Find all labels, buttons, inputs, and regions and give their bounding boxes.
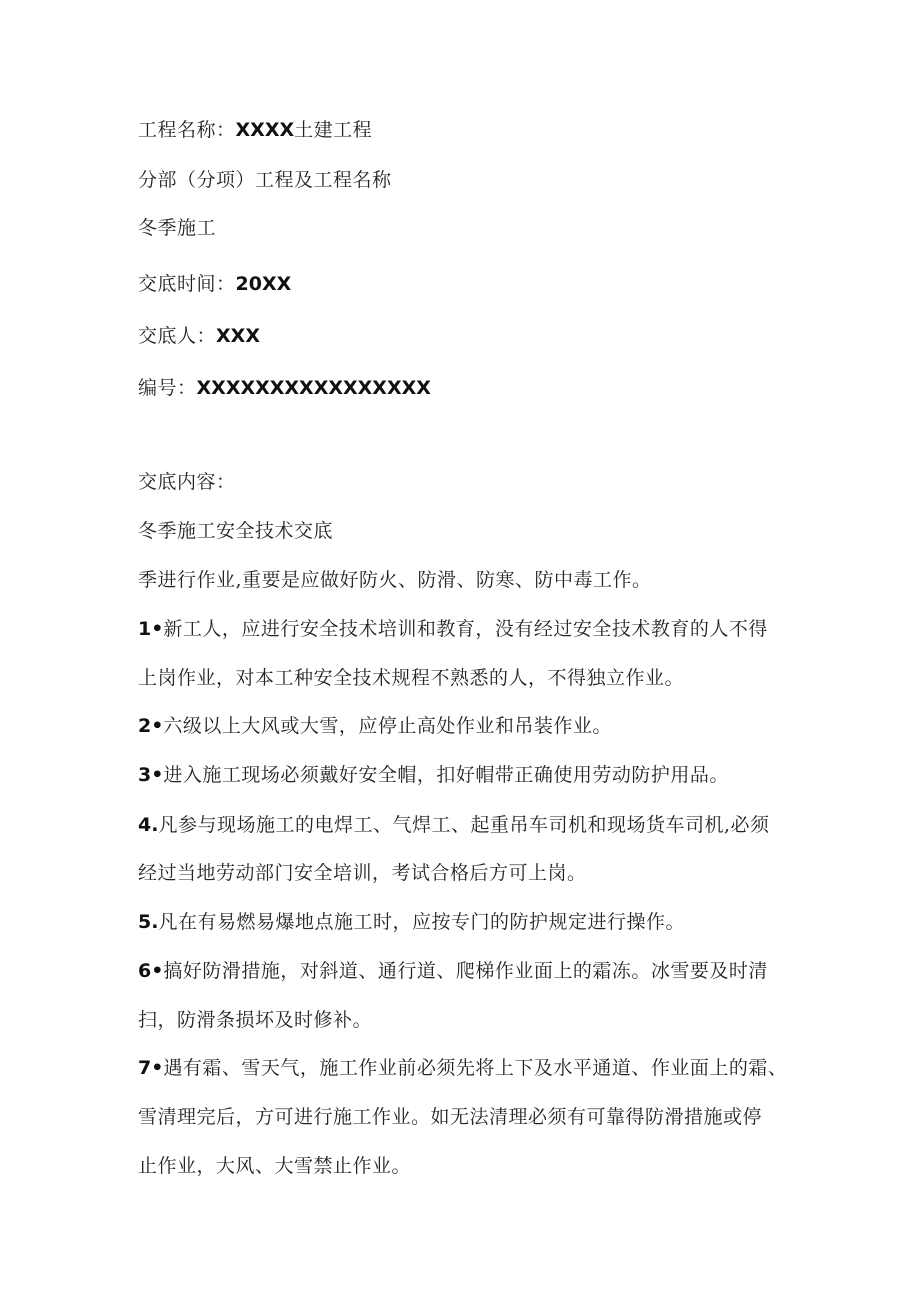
list-item xyxy=(138,910,820,934)
item-text: 凡在有易燃易爆地点施工时，应按专门的防护规定进行操作。 xyxy=(158,911,685,933)
item-text-continued: 雪清理完后，方可进行施工作业。如无法清理必须有可靠得防滑措施或停 xyxy=(138,1106,763,1128)
content-title: 冬季施工安全技术交底 xyxy=(138,520,334,542)
list-item xyxy=(138,714,820,738)
person-label: 交底人： xyxy=(138,325,217,347)
subproject-label: 分部（分项）工程及工程名称 xyxy=(138,169,392,191)
number-value: XXXXXXXXXXXXXXXX xyxy=(196,377,431,399)
item-number: 7• xyxy=(138,1057,164,1079)
project-name-label: 工程名称： xyxy=(138,119,236,141)
project-name-line xyxy=(138,118,820,142)
number-line xyxy=(138,376,820,400)
project-name-suffix: 土建工程 xyxy=(294,119,373,141)
subproject-value: 冬季施工 xyxy=(138,217,217,239)
item-number: 5. xyxy=(138,911,159,933)
item-text: 遇有霜、雪天气，施工作业前必须先将上下及水平通道、作业面上的霜、 xyxy=(163,1057,788,1079)
person-value: XXX xyxy=(216,325,260,347)
date-line xyxy=(138,272,820,296)
item-text-continued: 上岗作业，对本工种安全技术规程不熟悉的人，不得独立作业。 xyxy=(138,667,685,689)
list-item xyxy=(138,1056,820,1080)
item-text-continued: 扫，防滑条损坏及时修补。 xyxy=(138,1009,373,1031)
item-text: 新工人，应进行安全技术培训和教育，没有经过安全技术教育的人不得 xyxy=(163,618,768,640)
item-number: 2• xyxy=(138,715,164,737)
content-intro: 季进行作业,重要是应做好防火、防滑、防寒、防中毒工作。 xyxy=(138,569,652,591)
item-number: 6• xyxy=(138,960,164,982)
project-name-value: XXXX xyxy=(235,119,295,141)
date-label: 交底时间： xyxy=(138,273,236,295)
date-value: 20XX xyxy=(235,273,292,295)
item-text: 进入施工现场必须戴好安全帽，扣好帽带正确使用劳动防护用品。 xyxy=(163,764,729,786)
item-number: 3• xyxy=(138,764,164,786)
person-line xyxy=(138,324,820,348)
list-item xyxy=(138,959,820,983)
content-label: 交底内容： xyxy=(138,471,236,493)
number-label: 编号： xyxy=(138,377,197,399)
item-number: 4. xyxy=(138,814,159,836)
item-text-continued: 经过当地劳动部门安全培训，考试合格后方可上岗。 xyxy=(138,862,587,884)
list-item xyxy=(138,763,820,787)
item-text: 凡参与现场施工的电焊工、气焊工、起重吊车司机和现场货车司机,必须 xyxy=(158,814,770,836)
item-text-continued: 止作业，大风、大雪禁止作业。 xyxy=(138,1155,412,1177)
item-text: 搞好防滑措施，对斜道、通行道、爬梯作业面上的霜冻。冰雪要及时清 xyxy=(163,960,768,982)
item-text: 六级以上大风或大雪，应停止高处作业和吊装作业。 xyxy=(163,715,612,737)
list-item xyxy=(138,617,820,641)
item-number: 1• xyxy=(138,618,164,640)
list-item xyxy=(138,813,820,837)
